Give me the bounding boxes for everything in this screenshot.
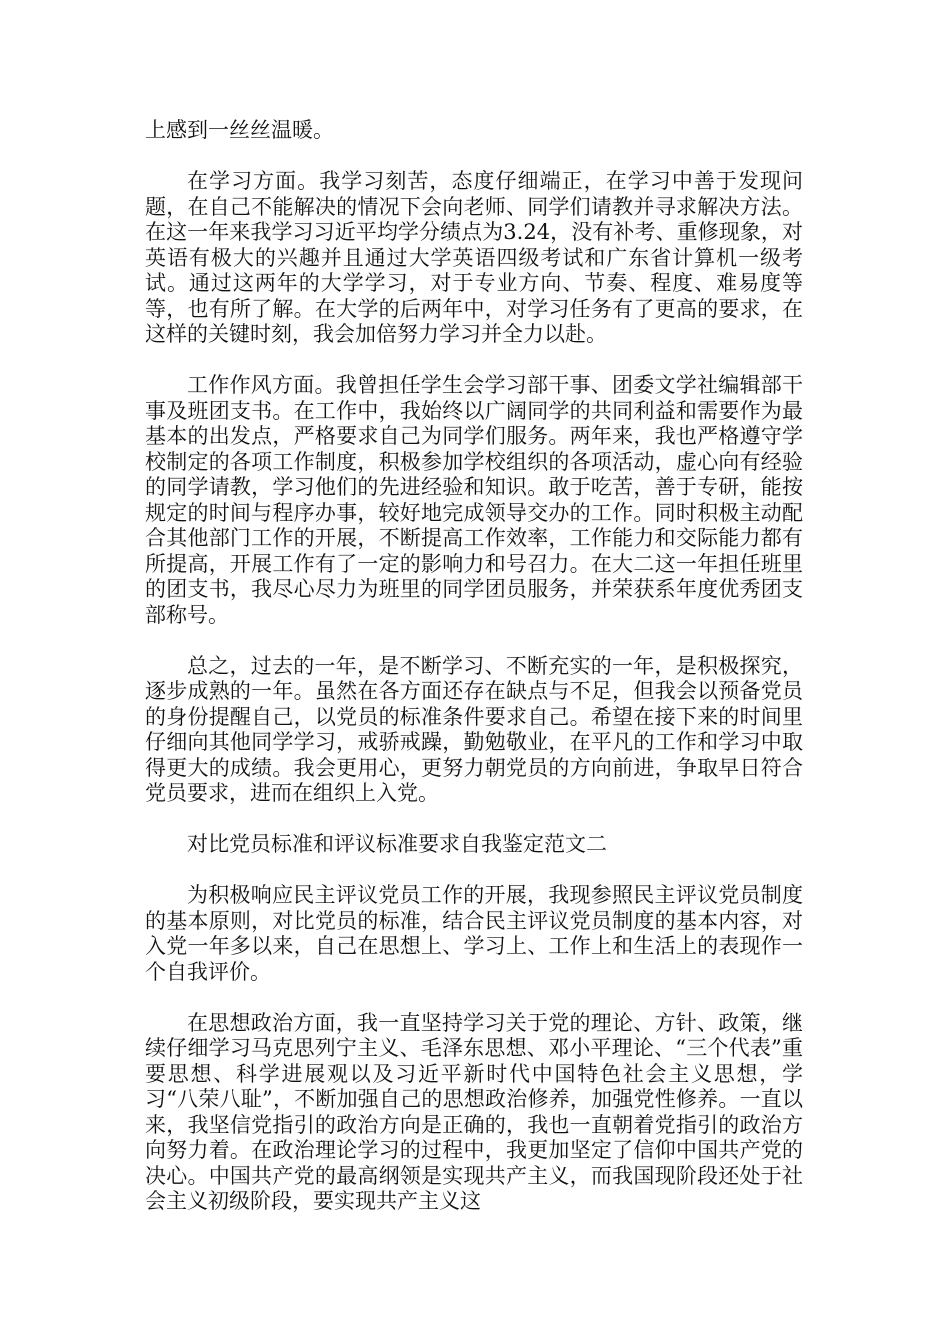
paragraph-work-style: 工作作风方面。我曾担任学生会学习部干事、团委文学社编辑部干事及班团支书。在工作中，我始终以广阔同学的共同利益和需要作为最基本的出发点，严格要求自己为同学们服务。两年来，我也严格遵守学校制定的各项工作制度，积极参加学校组织的各项活动，虚心向有经验的同学请教，学习他们的先进经验和知识。敢于吃苦，善于专研，能按规定的时间与程序办事，较好地完成领导交办的工作。同时积极主动配合其他部门工作的开展，不断提高工作效率，工作能力和交际能力都有所提高，开展工作有了一定的影响力和号召力。在大二这一年担任班里的团支书，我尽心尽力为班里的同学团员服务，并荣获系年度优秀团支部称号。: [145, 373, 803, 627]
paragraph-intro: 为积极响应民主评议党员工作的开展，我现参照民主评议党员制度的基本原则，对比党员的标准，结合民主评议党员制度的基本内容，对入党一年多以来，自己在思想上、学习上、工作上和生活上的表现作一个自我评价。: [145, 883, 803, 984]
paragraph-summary: 总之，过去的一年，是不断学习、不断充实的一年，是积极探究，逐步成熟的一年。虽然在各方面还存在缺点与不足，但我会以预备党员的身份提醒自己，以党员的标准条件要求自己。希望在接下来的时间里仔细向其他同学学习，戒骄戒躁，勤勉敬业，在平凡的工作和学习中取得更大的成绩。我会更用心，更努力朝党员的方向前进，争取早日符合党员要求，进而在组织上入党。: [145, 653, 803, 805]
document-page: [145, 118, 803, 1240]
section-heading: 对比党员标准和评议标准要求自我鉴定范文二: [187, 832, 607, 856]
paragraph-continuation: 上感到一丝丝温暖。: [145, 118, 334, 142]
paragraph-politics: 在思想政治方面，我一直坚持学习关于党的理论、方针、政策，继续仔细学习马克思列宁主义、毛泽东思想、邓小平理论、“三个代表”重要思想、科学进展观以及习近平新时代中国特色社会主义思想，学习“八荣八耻”，不断加强自己的思想政治修养，加强党性修养。一直以来，我坚信党指引的政治方向是正确的，我也一直朝着党指引的政治方向努力着。在政治理论学习的过程中，我更加坚定了信仰中国共产党的决心。中国共产党的最高纲领是实现共产主义，而我国现阶段还处于社会主义初级阶段，要实现共产主义这: [145, 1010, 803, 1213]
paragraph-study: 在学习方面。我学习刻苦，态度仔细端正，在学习中善于发现问题，在自己不能解决的情况下会向老师、同学们请教并寻求解决方法。在这一年来我学习习近平均学分绩点为3.24，没有补考、重修现象，对英语有极大的兴趣并且通过大学英语四级考试和广东省计算机一级考试。通过这两年的大学学习，对于专业方向、节奏、程度、难易度等等，也有所了解。在大学的后两年中，对学习任务有了更高的要求，在这样的关键时刻，我会加倍努力学习并全力以赴。: [145, 169, 803, 346]
